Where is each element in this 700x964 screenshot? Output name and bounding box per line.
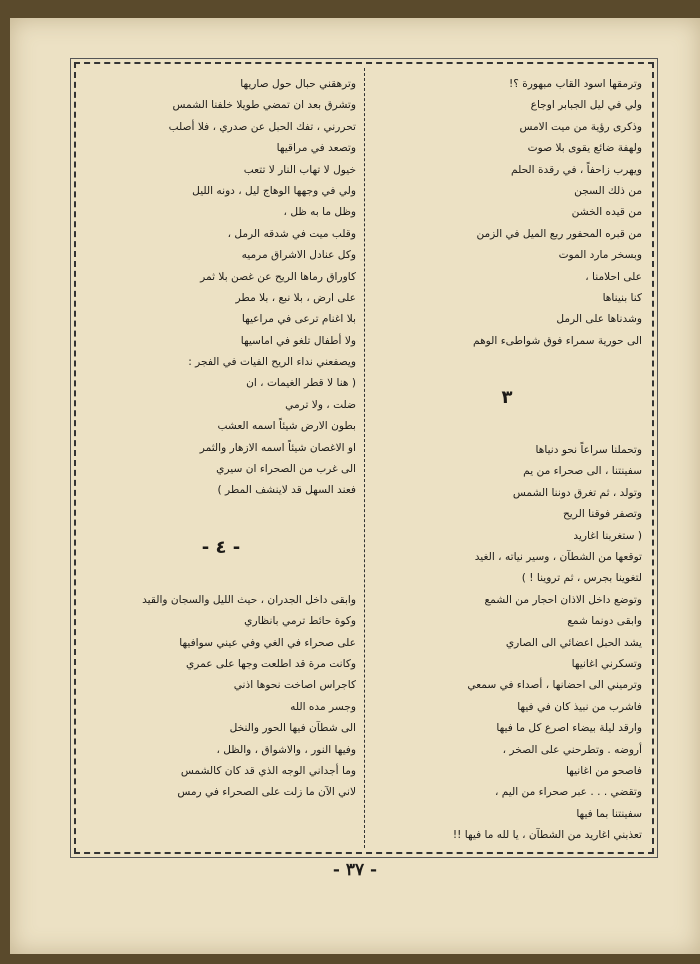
poem-line: وكوة حائط ترمي بانظاري: [244, 615, 356, 628]
poem-line: وابقى دونما شمع: [567, 615, 642, 628]
spacer: [86, 502, 356, 530]
left-column: [86, 74, 356, 804]
poem-line: ولي في وجهها الوهاج ليل ، دونه الليل: [192, 184, 356, 197]
poem-line: ولي في ليل الجبابر اوجاع: [530, 99, 642, 112]
poem-line: من ذلك السجن: [574, 184, 642, 197]
poem-line: من قيده الخشن: [571, 206, 642, 219]
poem-line: وترمقها اسود القاب مبهورة ؟!: [508, 78, 642, 90]
poem-line: على صحراء في الغي وفي عيني سوافيها: [179, 636, 356, 649]
poem-line: وارقد ليلة بيضاء اصرع كل ما فيها: [496, 722, 642, 735]
poem-line: على احلامنا ،: [585, 270, 642, 283]
poem-line: بلا اغنام ترعى في مراعيها: [241, 313, 356, 326]
poem-line: وتولد ، ثم تغرق دوننا الشمس: [512, 486, 642, 499]
poem-line: وتوضع داخل الاذان احجار من الشمع: [484, 593, 642, 606]
poem-line: فعند السهل قد لاينشف المطر ): [217, 484, 356, 497]
poem-line: الى غرب من الصحراء ان سيري: [216, 463, 356, 476]
poem-line: او الاغصان شيئاً اسمه الازهار والثمر: [199, 441, 356, 454]
poem-line: وفيها النور ، والاشواق ، والظل ،: [216, 743, 356, 756]
poem-line: سفينتنا بما فيها: [576, 807, 642, 820]
column-divider: [364, 68, 365, 848]
poem-line: الى حورية سمراء فوق شواطىء الوهم: [473, 334, 642, 347]
poem-line: وشدناها على الرمل: [556, 313, 642, 326]
poem-line: على ارض ، بلا نبع ، بلا مطر: [235, 291, 356, 304]
poem-line: وتصعد في مراقيها: [276, 142, 356, 155]
poem-line: ولا أطفال تلغو في اماسيها: [240, 334, 356, 347]
poem-line: ويصفعني نداء الريح الفيات في الفجر :: [188, 356, 356, 369]
spacer: [86, 566, 356, 590]
book-page: [10, 18, 700, 954]
poem-line: وكانت مرة قد اطلعت وجها على عمري: [185, 657, 356, 670]
poem-line: ضلت ، ولا ترمي: [285, 398, 356, 411]
poem-line: كنا بنيناها: [602, 291, 642, 304]
poem-line: تحررني ، تفك الحبل عن صدري ، فلا أصلب: [168, 120, 356, 133]
poem-line: فاصحو من اغانيها: [565, 764, 642, 777]
poem-line: كاجراس اصاخت نحوها اذني: [233, 679, 356, 692]
poem-line: بطون الارض شيئاً اسمه العشب: [217, 420, 356, 433]
poem-line: وجسر مده الله: [290, 700, 356, 713]
poem-line: توقعها من الشطآن ، وسير نياته ، الغيد: [474, 551, 642, 564]
poem-line: سفينتنا ، الى صحراء من يم: [523, 465, 642, 478]
poem-line: الى شطآن فيها الحور والنخل: [229, 722, 356, 735]
poem-line: وما أجداني الوجه الذي قد كان كالشمس: [180, 764, 356, 777]
page-number: - ٣٧ -: [332, 860, 378, 880]
poem-line: كاوراق رماها الريح عن غصن بلا ثمر: [200, 270, 356, 283]
poem-line: وابقى داخل الجدران ، حيث الليل والسجان والقيد: [142, 593, 356, 606]
poem-line: ولهفة ضائع يقوى بلا صوت: [527, 142, 642, 155]
poem-line: وتصفر فوقنا الريح: [562, 508, 642, 521]
poem-line: تعذبني اغاريد من الشطآن ، يا لله ما فيها !!: [452, 829, 642, 842]
poem-line: يشد الحبل اعضائي الى الصاري: [505, 636, 642, 649]
poem-line: ( ستغربنا اغاريد: [573, 529, 642, 542]
poem-line: وتشرق بعد ان تمضي طويلا خلفنا الشمس: [172, 99, 356, 112]
poem-line: خيول لا تهاب النار لا تتعب: [243, 163, 356, 176]
poem-line: وتسكرني اغانيها: [571, 657, 642, 670]
poem-line: لاني الآن ما زلت على الصحراء في رمس: [177, 786, 356, 799]
poem-line: وترميني الى احضانها ، أصداء في سمعي: [467, 679, 642, 692]
poem-line: فاشرب من نبيذ كان في فيها: [517, 700, 642, 713]
poem-line: وتقضي . . . عبر صحراء من اليم ،: [494, 786, 642, 799]
right-column: [372, 74, 642, 847]
poem-line: ويهرب زاحفاً ، في رقدة الحلم: [511, 163, 642, 176]
poem-line: وظل ما به ظل ،: [283, 206, 356, 219]
section-number-3: ٣: [501, 387, 513, 409]
spacer: [372, 416, 642, 440]
poem-line: وبسخر مارد الموت: [558, 249, 642, 262]
poem-line: وذكرى رؤية من ميت الامس: [519, 120, 642, 133]
poem-line: من قبره المحفور ربع الميل في الزمن: [476, 227, 642, 240]
poem-line: أروضه . وتطرحني على الصخر ،: [502, 743, 642, 756]
poem-line: ( هنا لا قطر الغيمات ، ان: [246, 377, 356, 390]
poem-line: وقلب ميت في شدقه الرمل ،: [227, 227, 356, 240]
poem-line: وترهقني حبال حول صاريها: [240, 78, 356, 90]
poem-line: وتحملنا سراعاً نحو دنياها: [535, 444, 642, 457]
spacer: [372, 352, 642, 380]
section-number-4: - ٤ -: [201, 536, 241, 558]
poem-line: وكل عنادل الاشراق مرميه: [241, 249, 356, 262]
page-border-frame: [74, 62, 654, 854]
poem-line: لتغوينا بجرس ، ثم تروينا ! ): [521, 572, 642, 585]
